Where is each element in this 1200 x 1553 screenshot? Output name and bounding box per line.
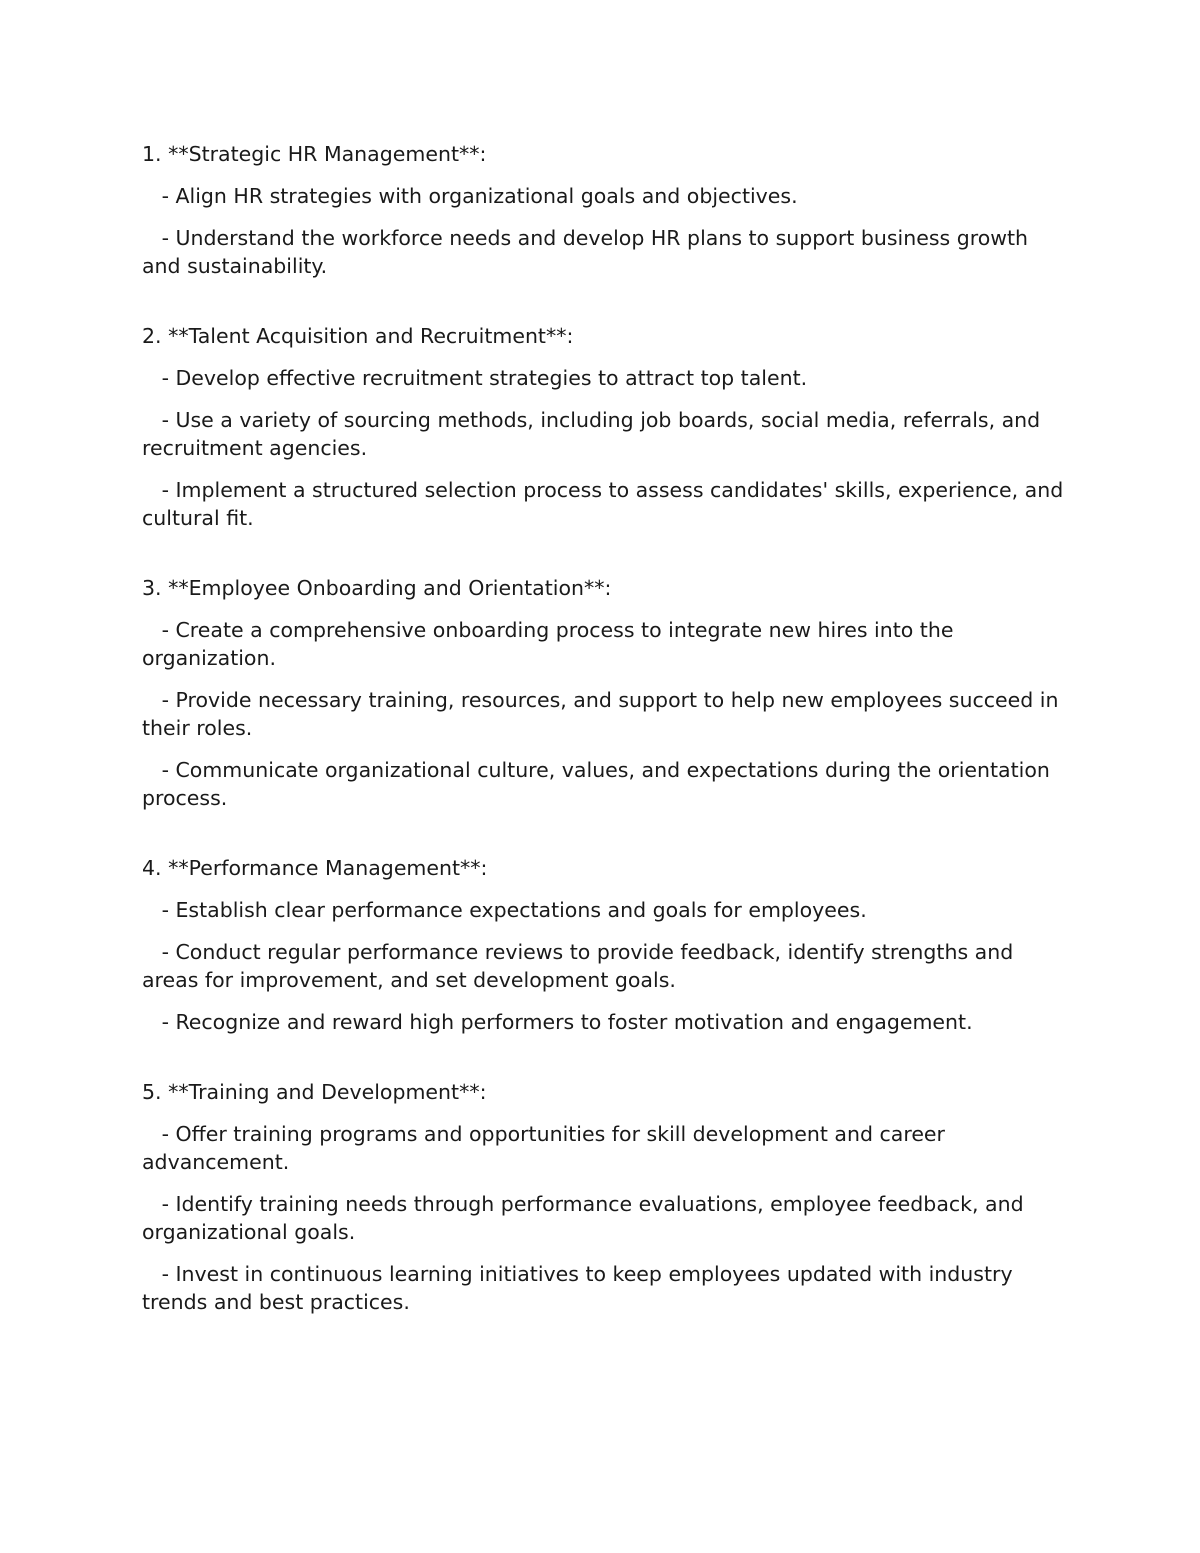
section-heading: 5. **Training and Development**: <box>142 1080 487 1104</box>
bullet-point: - Implement a structured selection process to assess candidates' skills, experience, and cultural fit. <box>142 478 1070 530</box>
bullet-point: - Invest in continuous learning initiatives to keep employees updated with industry trends and best practices. <box>142 1262 1020 1314</box>
section-strategic-hr <box>142 140 1072 280</box>
section-onboarding <box>142 574 1072 812</box>
bullet-point: - Communicate organizational culture, values, and expectations during the orientation process. <box>142 758 1057 810</box>
section-talent-acquisition <box>142 322 1072 532</box>
bullet-point: - Identify training needs through performance evaluations, employee feedback, and organizational goals. <box>142 1192 1031 1244</box>
section-heading: 2. **Talent Acquisition and Recruitment**: <box>142 324 574 348</box>
bullet-point: - Establish clear performance expectations and goals for employees. <box>142 898 867 922</box>
bullet-point: - Provide necessary training, resources, and support to help new employees succeed in their roles. <box>142 688 1065 740</box>
bullet-point: - Use a variety of sourcing methods, including job boards, social media, referrals, and recruitment agencies. <box>142 408 1047 460</box>
bullet-point: - Create a comprehensive onboarding process to integrate new hires into the organization. <box>142 618 960 670</box>
section-heading: 3. **Employee Onboarding and Orientation**: <box>142 576 612 600</box>
document-body <box>142 140 1072 1358</box>
bullet-point: - Understand the workforce needs and develop HR plans to support business growth and sustainability. <box>142 226 1035 278</box>
bullet-point: - Develop effective recruitment strategies to attract top talent. <box>142 366 808 390</box>
section-training <box>142 1078 1072 1316</box>
section-heading: 1. **Strategic HR Management**: <box>142 142 487 166</box>
bullet-point: - Offer training programs and opportunities for skill development and career advancement. <box>142 1122 952 1174</box>
section-performance <box>142 854 1072 1036</box>
section-heading: 4. **Performance Management**: <box>142 856 488 880</box>
bullet-point: - Conduct regular performance reviews to provide feedback, identify strengths and areas for improvement, and set development goals. <box>142 940 1020 992</box>
bullet-point: - Align HR strategies with organizational goals and objectives. <box>142 184 798 208</box>
bullet-point: - Recognize and reward high performers to foster motivation and engagement. <box>142 1010 973 1034</box>
